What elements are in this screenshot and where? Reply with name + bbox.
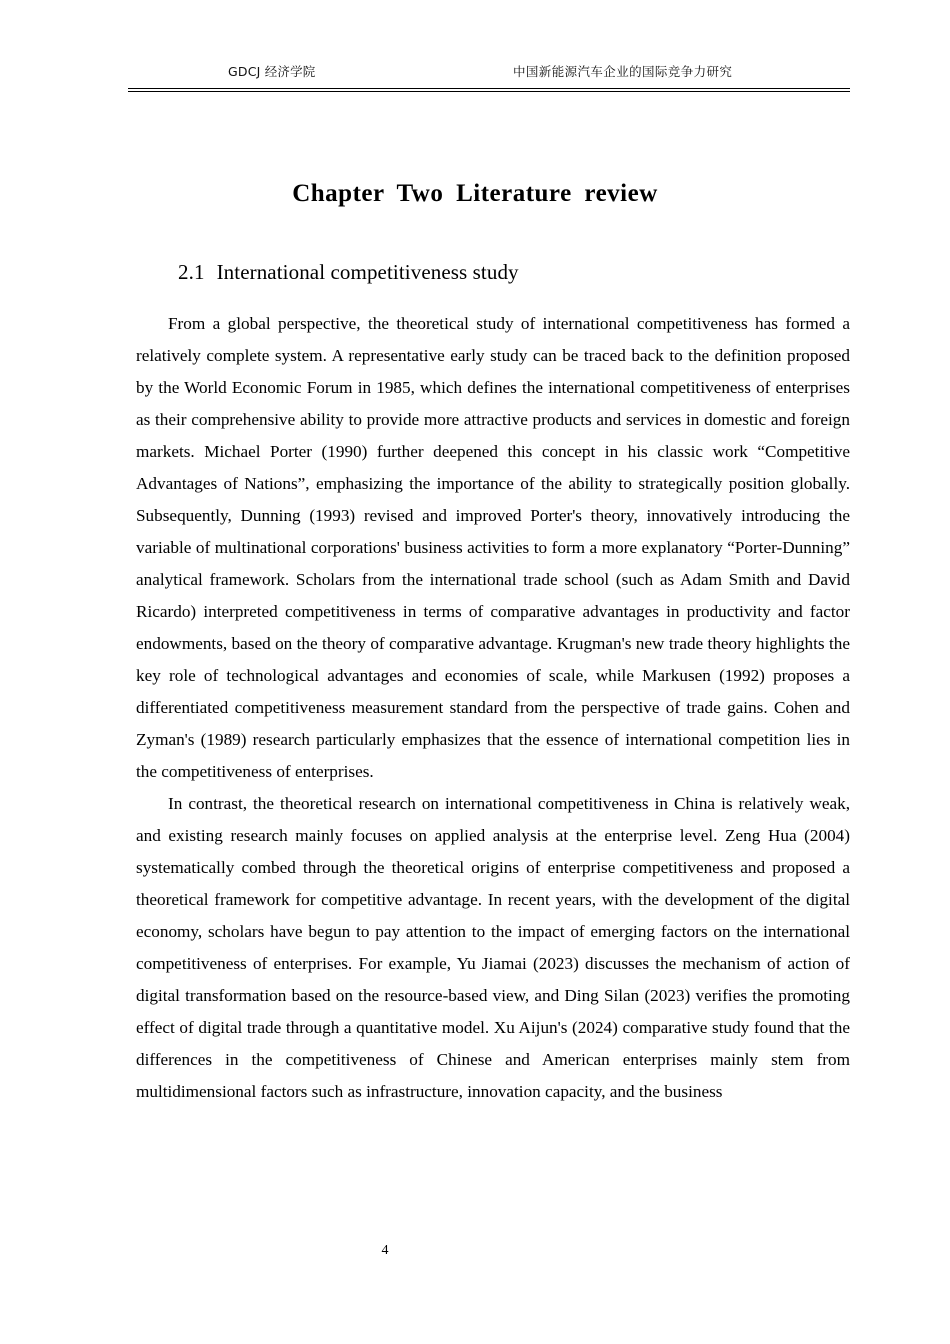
header-institution: GDCJ 经济学院 bbox=[228, 64, 316, 79]
running-header bbox=[128, 62, 850, 90]
paragraph-2: In contrast, the theoretical research on international competitiveness in China is relatively weak, and existing research mainly focuses on applied analysis at the enterprise level. Zeng Hua (2004) systematically combed through the theoretical origins of enterprise competitiveness and proposed a theoretical framework for competitive advantage. In recent years, with the development of the digital economy, scholars have begun to pay attention to the impact of emerging factors on the international competitiveness of enterprises. For example, Yu Jiamai (2023) discusses the mechanism of action of digital transformation based on the resource-based view, and Ding Silan (2023) verifies the promoting effect of digital trade through a quantitative model. Xu Aijun's (2024) comparative study found that the differences in the competitiveness of Chinese and American enterprises mainly stem from multidimensional factors such as infrastructure, innovation capacity, and the business bbox=[136, 794, 850, 1101]
section-heading bbox=[178, 260, 519, 285]
header-thesis-title: 中国新能源汽车企业的国际竞争力研究 bbox=[513, 64, 733, 79]
chapter-title: Chapter Two Literature review bbox=[292, 179, 658, 207]
body-content bbox=[136, 308, 850, 1108]
section-number: 2.1 bbox=[178, 260, 205, 285]
page-number: 4 bbox=[381, 1243, 389, 1258]
header-divider-rule bbox=[128, 88, 850, 92]
section-title: International competitiveness study bbox=[216, 260, 519, 285]
paragraph-1: From a global perspective, the theoretical study of international competitiveness has formed a relatively complete system. A representative early study can be traced back to the definition proposed by the World Economic Forum in 1985, which defines the international competitiveness of enterprises as their comprehensive ability to provide more attractive products and services in domestic and foreign markets. Michael Porter (1990) further deepened this concept in his classic work “Competitive Advantages of Nations”, emphasizing the importance of the ability to strategically position globally. Subsequently, Dunning (1993) revised and improved Porter's theory, innovatively introducing the variable of multinational corporations' business activities to form a more explanatory “Porter-Dunning” analytical framework. Scholars from the international trade school (such as Adam Smith and David Ricardo) interpreted competitiveness in terms of comparative advantages in productivity and factor endowments, based on the theory of comparative advantage. Krugman's new trade theory highlights the key role of technological advantages and economies of scale, while Markusen (1992) proposes a differentiated competitiveness measurement standard from the perspective of trade gains. Cohen and Zyman's (1989) research particularly emphasizes that the essence of international competition lies in the competitiveness of enterprises. bbox=[136, 314, 850, 781]
